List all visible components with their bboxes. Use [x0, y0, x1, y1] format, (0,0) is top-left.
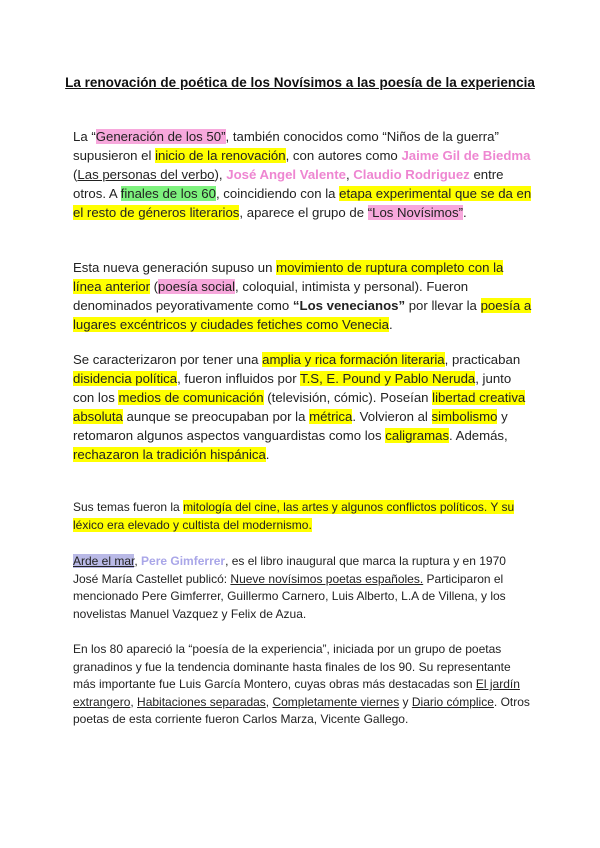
book-title-las-personas-del-verbo: Las personas del verbo	[77, 167, 215, 182]
highlight-inicio-renovacion: inicio de la renovación	[155, 148, 286, 163]
highlight-finales-60: finales de los 60	[120, 186, 216, 201]
paragraph-ruptura	[73, 258, 533, 334]
text-run: La “	[73, 129, 96, 144]
text-run: ,	[345, 167, 354, 182]
highlight-metrica: métrica	[309, 409, 353, 424]
book-title-nueve-novisimos: Nueve novísimos poetas españoles.	[230, 571, 424, 586]
author-pere-gimferrer: Pere Gimferrer	[141, 554, 226, 568]
text-run: (	[149, 279, 159, 294]
text-run: , fueron influidos por	[177, 371, 301, 386]
author-jose-angel-valente: José Angel Valente	[226, 167, 346, 182]
paragraph-caracteristicas	[73, 350, 533, 464]
text-run: . Volvieron al	[352, 409, 432, 424]
text-run: y	[399, 694, 412, 709]
highlight-temas-lexico: mitología del cine, las artes y algunos conflictos políticos. Y su léxico era elevado y cultista del modernismo.	[73, 500, 515, 532]
text-run: , coincidiendo con la	[215, 186, 340, 201]
text-run: .	[265, 447, 270, 462]
text-run: aunque se preocupaban por la	[122, 409, 310, 424]
book-title-arde-el-mar: Arde el mar	[73, 554, 135, 568]
paragraph-arde-el-mar	[73, 553, 533, 623]
text-run: , con autores como	[285, 148, 402, 163]
text-run: , coloquial, intimista y personal). Fueron denominados peyorativamente como	[73, 279, 469, 313]
text-run: , es el libro inaugural que marca la ruptura y en 1970 José María Castellet publicó:	[73, 554, 506, 586]
highlight-tradicion-hispanica: rechazaron la tradición hispánica	[73, 447, 266, 462]
highlight-poesia-lugares-excentricos: poesía a lugares excéntricos y ciudades fetiches como Venecia	[73, 298, 532, 332]
text-run: Participaron el mencionado Pere Gimferrer, Guillermo Carnero, Luis Alberto, L.A de Villena, y los novelistas Manuel Vazquez y Felix de Azua.	[73, 571, 506, 621]
highlight-poesia-social: poesía social	[158, 279, 236, 294]
text-run: entre otros. A	[73, 167, 504, 201]
text-run: .	[388, 317, 393, 332]
text-run: , practicaban	[444, 352, 521, 367]
book-title-diario-complice: Diario cómplice	[411, 694, 494, 709]
text-run: ,	[265, 694, 273, 709]
text-run: .	[462, 205, 467, 220]
highlight-movimiento-ruptura: movimiento de ruptura completo con la línea anterior	[73, 260, 504, 294]
text-run: ,	[134, 554, 142, 568]
text-run: por llevar la	[405, 298, 481, 313]
bold-los-venecianos: “Los venecianos”	[292, 298, 406, 313]
text-run: , aparece el grupo de	[239, 205, 368, 220]
text-run: (televisión, cómic). Poseían	[263, 390, 433, 405]
paragraph-temas	[73, 499, 533, 534]
document-title: La renovación de poética de los Novísimos a las poesía de la experiencia	[65, 75, 535, 90]
highlight-caligramas: caligramas	[385, 428, 450, 443]
highlight-etapa-experimental: etapa experimental que se da en el resto de géneros literarios	[73, 186, 532, 220]
text-run: ),	[214, 167, 227, 182]
highlight-medios-comunicacion: medios de comunicación	[118, 390, 264, 405]
text-run: . Además,	[449, 428, 508, 443]
text-run: (	[73, 167, 78, 182]
text-run: Se caracterizaron por tener una	[73, 352, 263, 367]
highlight-generacion-50: Generación de los 50”	[95, 129, 226, 144]
text-run: y retomaron algunos aspectos vanguardistas como los	[73, 409, 508, 443]
book-title-el-jardin-extrangero: El jardín extrangero	[73, 677, 520, 709]
text-run: ,	[130, 694, 138, 709]
author-claudio-rodriguez: Claudio Rodriguez	[353, 167, 470, 182]
highlight-formacion-literaria: amplia y rica formación literaria	[262, 352, 445, 367]
book-title-completamente-viernes: Completamente viernes	[272, 694, 400, 709]
highlight-disidencia-politica: disidencia política	[73, 371, 178, 386]
highlight-los-novisimos: “Los Novísimos”	[367, 205, 463, 220]
book-title-habitaciones-separadas: Habitaciones separadas	[137, 694, 266, 709]
highlight-simbolismo: simbolismo	[431, 409, 498, 424]
text-run: , también conocidos como “Niños de la guerra” supusieron el	[73, 129, 499, 163]
highlight-libertad-creativa: libertad creativa absoluta	[73, 390, 526, 424]
highlight-influencias: T.S, E. Pound y Pablo Neruda	[300, 371, 476, 386]
author-jaime-gil-de-biedma: Jaime Gil de Biedma	[401, 148, 531, 163]
paragraph-poesia-experiencia	[73, 641, 533, 729]
text-run: En los 80 apareció la “poesía de la experiencia”, iniciada por un grupo de poetas granadinos y fue la tendencia dominante hasta finales de los 90. Su representante más importante fue Luis García Montero, cuyas obras más destacadas son	[73, 642, 511, 691]
text-run: , junto con los	[73, 371, 512, 405]
paragraph-generacion-50	[73, 127, 533, 222]
text-run: Sus temas fueron la	[73, 500, 184, 514]
text-run: Esta nueva generación supuso un	[73, 260, 277, 275]
text-run: . Otros poetas de esta corriente fueron Carlos Marza, Vicente Gallego.	[73, 694, 530, 726]
